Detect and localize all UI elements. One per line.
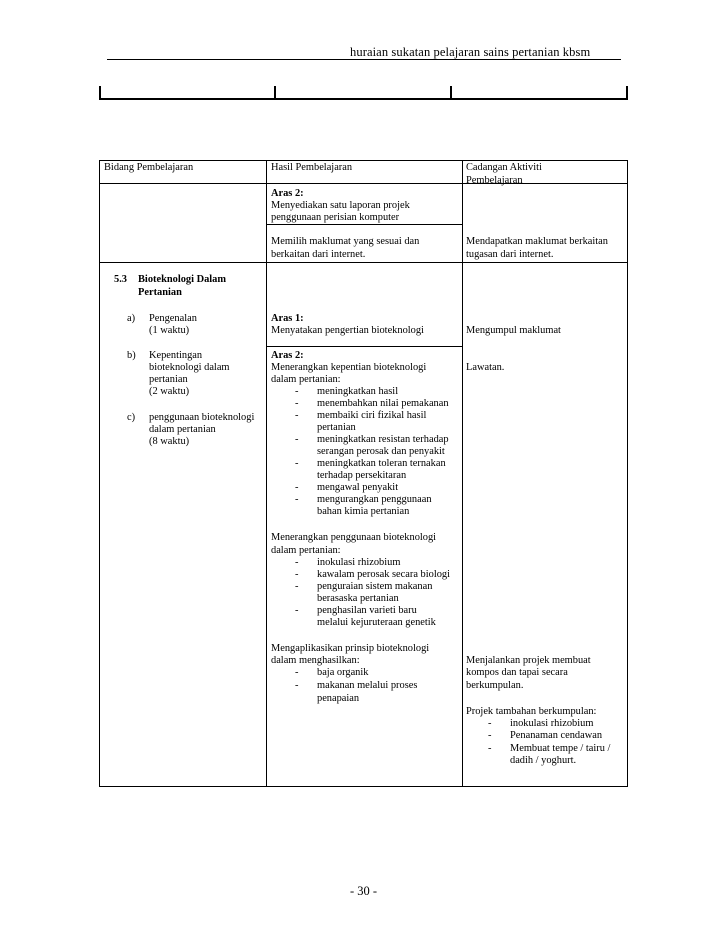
stub-line-1 [274, 86, 276, 98]
pg-item-2: kawalam perosak secara biologi [317, 569, 451, 580]
bullet-dash: - [295, 482, 299, 493]
kep-item-3a: membaiki ciri fizikal hasil [317, 410, 427, 421]
kep-item-2: menembahkan nilai pemakanan [317, 398, 449, 409]
act-text-1: Mendapatkan maklumat berkaitan [466, 236, 608, 247]
column-divider-1 [266, 161, 267, 786]
header-cadangan: Cadangan Aktiviti [466, 162, 542, 173]
header-bidang: Bidang Pembelajaran [104, 162, 194, 173]
section-title-1: Bioteknologi Dalam [138, 274, 227, 285]
penggunaan-text-2: dalam pertanian: [271, 545, 341, 556]
aplikasi-text-2: dalam menghasilkan: [271, 655, 360, 666]
bullet-dash: - [295, 569, 299, 580]
item-b-text-3: pertanian [149, 374, 188, 385]
bullet-dash: - [295, 458, 299, 469]
kep-item-4a: meningkatkan resistan terhadap [317, 434, 449, 445]
item-c-text-2: dalam pertanian [149, 424, 216, 435]
akt-projek-3: berkumpulan. [466, 680, 524, 691]
running-header: huraian sukatan pelajaran sains pertanian kbsm [350, 45, 591, 59]
bullet-dash: - [295, 557, 299, 568]
stub-line-2 [450, 86, 452, 98]
aras1-text: Menyatakan pengertian bioteknologi [271, 325, 424, 336]
bullet-dash: - [488, 743, 492, 754]
tam-item-2: Penanaman cendawan [510, 730, 603, 741]
tam-item-1: inokulasi rhizobium [510, 718, 594, 729]
akt-kumpul: Mengumpul maklumat [466, 325, 561, 336]
bullet-dash: - [295, 386, 299, 397]
akt-tambahan: Projek tambahan berkumpulan: [466, 706, 597, 717]
page-number: - 30 - [350, 884, 378, 898]
tam-item-3b: dadih / yoghurt. [510, 755, 577, 766]
bullet-dash: - [295, 680, 299, 691]
ap-item-1: baja organik [317, 667, 369, 678]
pg-item-1: inokulasi rhizobium [317, 557, 401, 568]
kepentingan-text-1: Menerangkan kepentian bioteknologi [271, 362, 427, 373]
aras1-label: Aras 1: [271, 313, 304, 324]
header-rule [107, 59, 621, 60]
item-b-text-4: (2 waktu) [149, 386, 190, 397]
pg-item-3a: penguraian sistem makanan [317, 581, 433, 592]
item-a-text-2: (1 waktu) [149, 325, 190, 336]
kep-item-5a: meningkatkan toleran ternakan [317, 458, 446, 469]
bullet-dash: - [295, 605, 299, 616]
penggunaan-text-1: Menerangkan penggunaan bioteknologi [271, 532, 437, 543]
item-c-text-3: (8 waktu) [149, 436, 190, 447]
stub-line-left [99, 86, 101, 98]
kep-item-6: mengawal penyakit [317, 482, 399, 493]
kep-item-3b: pertanian [317, 422, 356, 433]
bullet-dash: - [488, 718, 492, 729]
item-a-letter: a) [127, 313, 136, 324]
aras2-label: Aras 2: [271, 188, 304, 199]
item-b-letter: b) [127, 350, 136, 361]
bullet-dash: - [295, 667, 299, 678]
bullet-dash: - [488, 730, 492, 741]
act-text-2: tugasan dari internet. [466, 249, 554, 260]
akt-projek-2: kompos dan tapai secara [466, 667, 568, 678]
kep-item-7b: bahan kimia pertanian [317, 506, 410, 517]
aras2-text-2: penggunaan perisian komputer [271, 212, 400, 223]
ap-item-2a: makanan melalui proses [317, 680, 418, 691]
bullet-dash: - [295, 398, 299, 409]
bullet-dash: - [295, 494, 299, 505]
aras2-text-1: Menyediakan satu laporan projek [271, 200, 410, 211]
header-cadangan-2: Pembelajaran [466, 175, 523, 186]
previous-table-stub [99, 86, 628, 100]
item-c-letter: c) [127, 412, 136, 423]
kep-item-4b: serangan perosak dan penyakit [317, 446, 445, 457]
ap-item-2b: penapaian [317, 693, 360, 704]
curriculum-table [99, 160, 628, 787]
pilih-text-1: Memilih maklumat yang sesuai dan [271, 236, 420, 247]
column-divider-2 [462, 161, 463, 786]
akt-lawatan: Lawatan. [466, 362, 505, 373]
bullet-dash: - [295, 410, 299, 421]
kepentingan-text-2: dalam pertanian: [271, 374, 341, 385]
item-b-text-2: bioteknologi dalam [149, 362, 230, 373]
aras2-label-b: Aras 2: [271, 350, 304, 361]
section-title-2: Pertanian [138, 287, 182, 298]
header-hasil: Hasil Pembelajaran [271, 162, 353, 173]
item-b-text-1: Kepentingan [149, 350, 203, 361]
hasil-divider-2 [266, 346, 462, 347]
pg-item-4b: melalui kejuruteraan genetik [317, 617, 436, 628]
item-c-text-1: penggunaan bioteknologi [149, 412, 255, 423]
pilih-text-2: berkaitan dari internet. [271, 249, 366, 260]
section-number: 5.3 [114, 274, 127, 285]
pg-item-4a: penghasilan varieti baru [317, 605, 417, 616]
bullet-dash: - [295, 434, 299, 445]
stub-line-right [626, 86, 628, 98]
kep-item-5b: terhadap persekitaran [317, 470, 407, 481]
header-row-divider [100, 183, 627, 184]
aplikasi-text-1: Mengaplikasikan prinsip bioteknologi [271, 643, 430, 654]
row-divider [100, 262, 627, 263]
kep-item-7a: mengurangkan penggunaan [317, 494, 432, 505]
bullet-dash: - [295, 581, 299, 592]
akt-projek-1: Menjalankan projek membuat [466, 655, 591, 666]
kep-item-1: meningkatkan hasil [317, 386, 399, 397]
pg-item-3b: berasaska pertanian [317, 593, 399, 604]
item-a-text-1: Pengenalan [149, 313, 197, 324]
tam-item-3a: Membuat tempe / tairu / [510, 743, 611, 754]
